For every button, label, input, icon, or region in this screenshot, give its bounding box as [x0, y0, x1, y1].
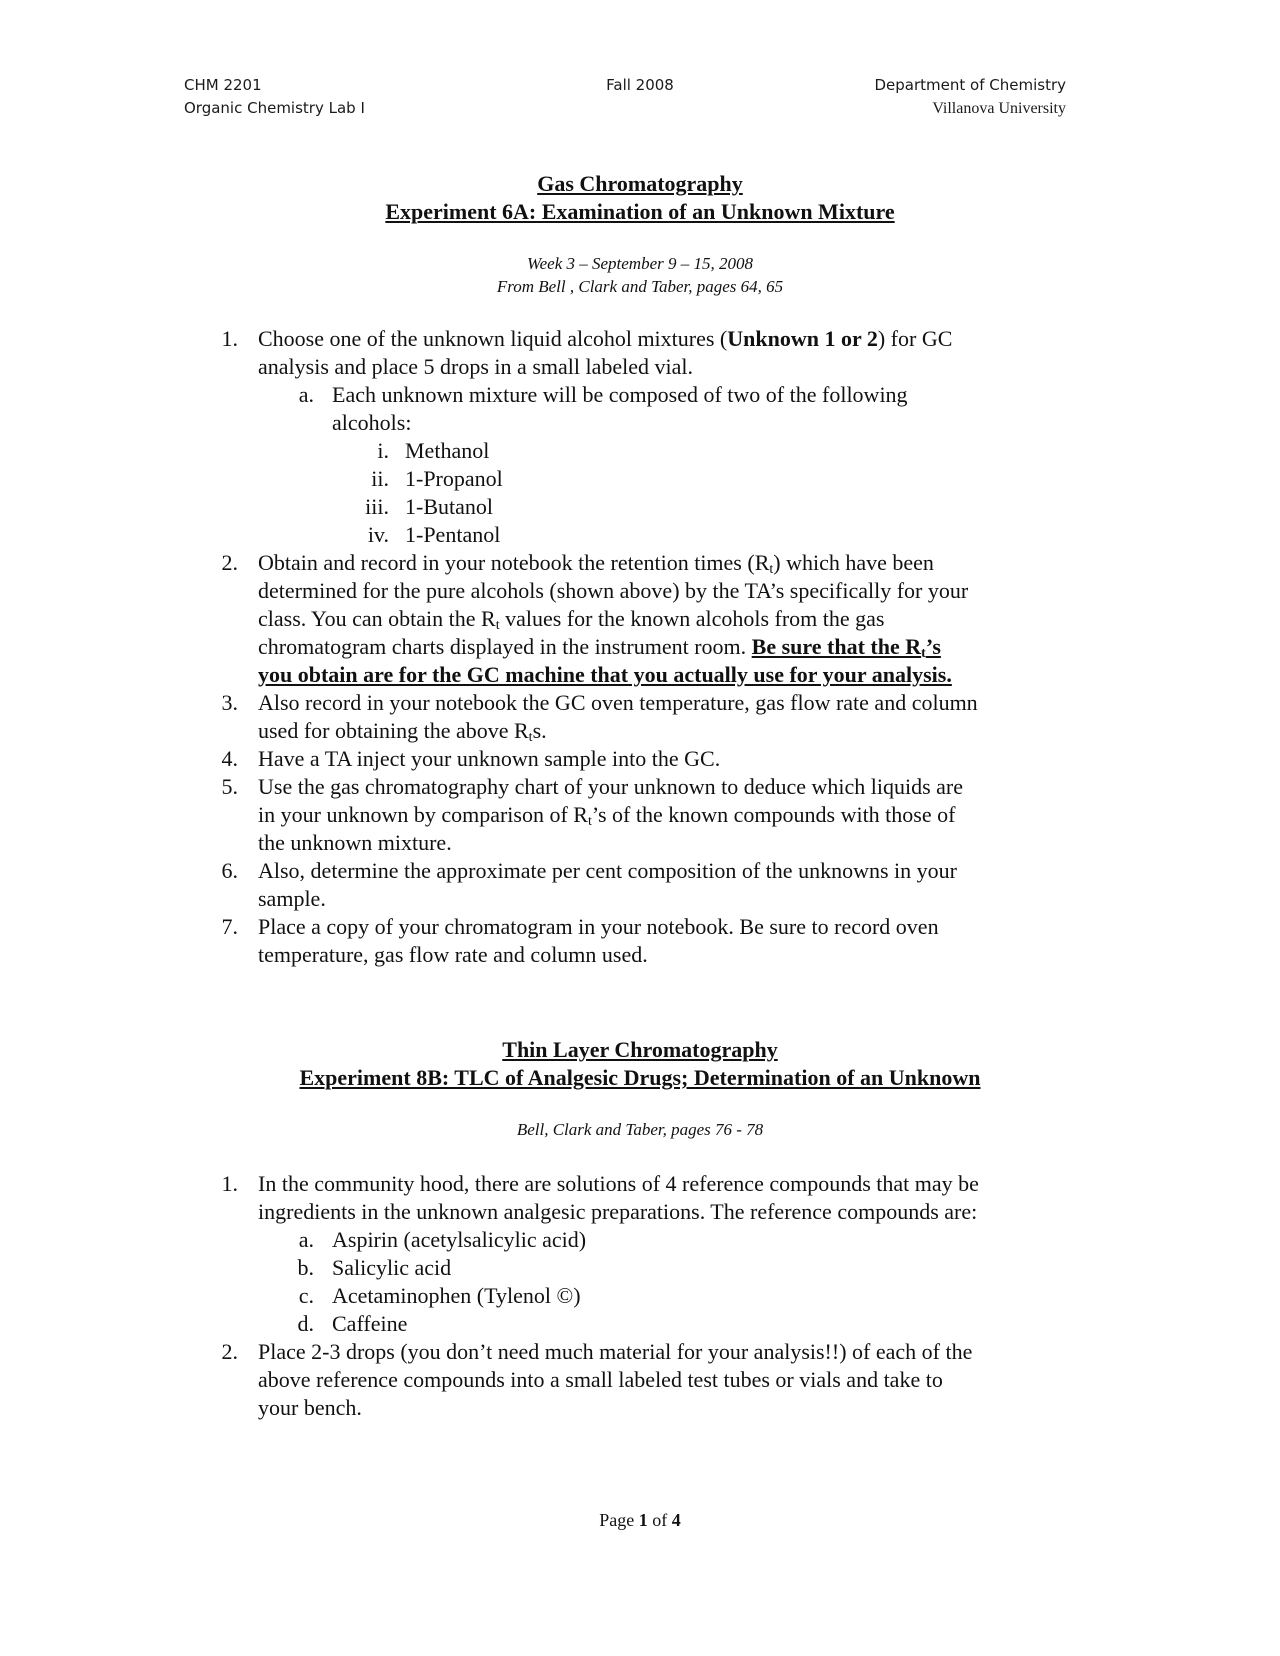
term: Fall 2008 [606, 76, 674, 94]
header-center [0, 74, 1280, 97]
list-item-num: b. [297, 1255, 314, 1280]
list-item-num: ii. [371, 466, 389, 491]
list-item: 1-Butanol [405, 494, 493, 519]
gc-title: Gas Chromatography [537, 171, 743, 196]
header-right [875, 74, 1067, 120]
course-code: CHM 2201 [184, 76, 262, 94]
list-item-num: iii. [365, 494, 389, 519]
list-item: Aspirin (acetylsalicylic acid) [332, 1227, 587, 1252]
tlc-experiment: Experiment 8B: TLC of Analgesic Drugs; Determination of an Unknown [299, 1065, 981, 1090]
list-item-num: i. [377, 438, 389, 463]
course-name: Organic Chemistry Lab I [184, 99, 365, 117]
list-item: Methanol [405, 438, 490, 463]
list-item: Acetaminophen (Tylenol ©) [332, 1283, 581, 1308]
list-item: 1-Pentanol [405, 522, 501, 547]
list-item-num: iv. [367, 522, 389, 547]
list-item-num: a. [298, 1227, 314, 1252]
department: Department of Chemistry [874, 76, 1066, 94]
gc-experiment: Experiment 6A: Examination of an Unknown Mixture [385, 199, 895, 224]
list-item: Caffeine [332, 1311, 408, 1336]
gc-source: From Bell , Clark and Taber, pages 64, 65 [496, 277, 784, 296]
list-item-num: c. [298, 1283, 314, 1308]
gc-week: Week 3 – September 9 – 15, 2008 [527, 254, 753, 273]
document-page: CHM 2201 Organic Chemistry Lab I Fall 2008 Department of Chemistry Villanova University Gas Chromatography Experiment 6A: Examination of an Unknown Mixture Week 3 – September 9 – 15, 2008 From Bell , Clark and Taber, pages 64, 65 1. Choose one of the unknown liquid alcohol mixtures (Unknown 1 or 2) for GC analysis and place 5 drops in a small labeled vial. a. Each unknown mixture will be composed of two of the following alcohols: i. Methanol ii. 1-Propanol iii. 1-Butanol iv. 1-Pentanol 2. Obtain and record in your notebook the retention times $(R_t)$ which have been determined for the pure alcohols (shown above) by the TA’s specifically for your class. You can obtain the $R_t$ values for the known alcohols from the gas chromatogram charts displayed in the instrument room. Be sure that the $R_t’s$ you obtain are for the GC machine that you actually use for your analysis. 3. Also record in your notebook the GC oven temperature, gas flow rate and column used for obtaining the above $R_ts$. 4. Have a TA inject your unknown sample into the GC. 5. Use the gas chromatography chart of your unknown to deduce which liquids are in your unknown by comparison of $R_t’s$ of the known compounds with those of the unknown mixture. 6. Also, determine the approximate per cent composition of the unknowns in your sample. 7. Place a copy of your chromatogram in your notebook. Be sure to record oven temperature, gas flow rate and column used. Thin Layer Chromatography Experiment 8B: TLC of Analgesic Drugs; Determination of an Unknown Bell, Clark and Taber, pages 76 - 78 1. In the community hood, there are solutions of 4 reference compounds that may be ingredients in the unknown analgesic preparations. The reference compounds are: a. Aspirin (acetylsalicylic acid) b. Salicylic acid c. Acetaminophen (Tylenol ©) d. Caffeine 2. Place 2-3 drops (you don’t need much material for your analysis!!) of each of the above reference compounds into a small labeled test tubes or vials and take to your bench. Page 1 of 4 [0, 0, 1280, 1656]
list-item-num: d. [297, 1311, 314, 1336]
page-number: Page 1 of 4 [599, 1510, 681, 1530]
university: Villanova University [932, 100, 1066, 117]
tlc-source: Bell, Clark and Taber, pages 76 - 78 [516, 1120, 764, 1139]
tlc-title: Thin Layer Chromatography [502, 1037, 778, 1062]
list-item: Salicylic acid [332, 1255, 452, 1280]
list-item: 1-Propanol [405, 466, 503, 491]
